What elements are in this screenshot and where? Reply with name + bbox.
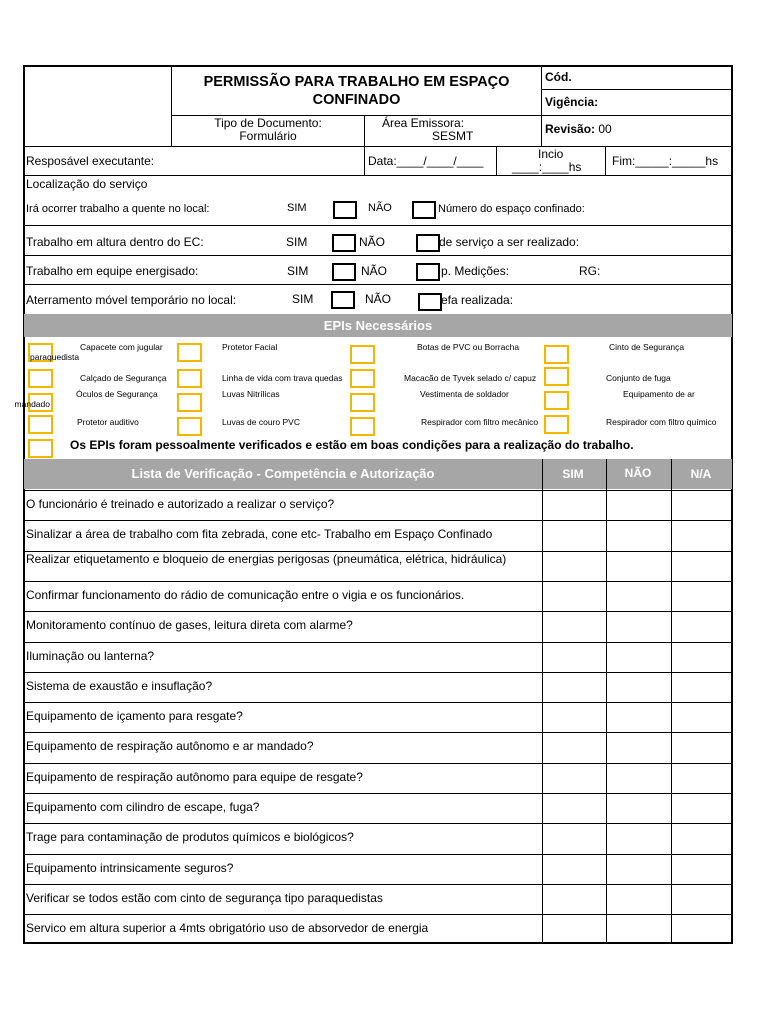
checklist-nao-cell[interactable] xyxy=(606,520,671,551)
tipo-value: Formulário xyxy=(239,129,297,143)
epi-label: Luvas de couro PVC xyxy=(222,417,300,427)
question-label: Trabalho em equipe energisado: xyxy=(26,264,199,278)
checklist-sim-cell[interactable] xyxy=(542,672,606,702)
epi-label: Respirador com filtro mecânico xyxy=(421,417,539,427)
checklist-sim-cell[interactable] xyxy=(542,642,606,672)
checklist-item: Sinalizar a área de trabalho com fita zebrada, cone etc- Trabalho em Espaço Confinado xyxy=(26,527,493,541)
checklist-sim-cell[interactable] xyxy=(542,490,606,520)
divider xyxy=(364,115,365,146)
checklist-na-cell[interactable] xyxy=(671,672,733,702)
divider xyxy=(23,225,733,226)
divider xyxy=(23,175,733,176)
checklist-heading: Lista de Verificação - Competência e Autorização xyxy=(131,466,435,481)
divider xyxy=(605,146,606,175)
checklist-sim-cell[interactable] xyxy=(542,520,606,551)
checklist-nao-cell[interactable] xyxy=(606,914,671,945)
inicio-field[interactable]: ____:____hs xyxy=(512,160,582,174)
checklist-sim-cell[interactable] xyxy=(542,854,606,884)
nao-label: NÃO xyxy=(359,235,386,249)
sim-checkbox[interactable] xyxy=(333,201,357,219)
epi-checkbox[interactable] xyxy=(28,415,53,434)
sim-label: SIM xyxy=(287,264,309,278)
checklist-nao-cell[interactable] xyxy=(606,793,671,823)
epi-checkbox[interactable] xyxy=(350,345,375,364)
checklist-nao-cell[interactable] xyxy=(606,581,671,611)
checklist-item: Equipamento intrinsicamente seguros? xyxy=(26,861,234,875)
localizacao-label: Localização do serviço xyxy=(26,177,148,191)
nao-checkbox[interactable] xyxy=(418,293,442,311)
epi-label: Calçado de Segurança xyxy=(80,373,167,383)
checklist-nao-cell[interactable] xyxy=(606,884,671,914)
responsavel-label: Resposável executante: xyxy=(26,154,155,168)
checklist-nao-cell[interactable] xyxy=(606,642,671,672)
checklist-sim-cell[interactable] xyxy=(542,823,606,854)
epi-checkbox[interactable] xyxy=(177,369,202,388)
epi-label: Óculos de Segurança xyxy=(76,389,158,399)
column-divider xyxy=(542,459,543,944)
divider xyxy=(541,66,542,146)
epi-label-clipped: mandado xyxy=(14,399,50,409)
area-value: SESMT xyxy=(432,129,474,143)
checklist-sim-cell[interactable] xyxy=(542,611,606,642)
checklist-na-cell[interactable] xyxy=(671,914,733,945)
inicio-label: Incio xyxy=(538,147,564,161)
divider xyxy=(23,146,733,147)
checklist-na-cell[interactable] xyxy=(671,520,733,551)
column-divider xyxy=(606,459,607,944)
epi-label: Equipamento de ar xyxy=(623,389,695,399)
checklist-na-cell[interactable] xyxy=(671,490,733,520)
checklist-nao-cell[interactable] xyxy=(606,763,671,793)
epi-label: Macacão de Tyvek selado c/ capuz xyxy=(404,373,537,383)
epi-checkbox[interactable] xyxy=(350,393,375,412)
fim-field[interactable]: Fim:_____:_____hs xyxy=(612,154,719,168)
sim-label: SIM xyxy=(286,235,308,249)
cod-label: Cód. xyxy=(545,70,572,84)
checklist-na-cell[interactable] xyxy=(671,732,733,763)
checklist-na-cell[interactable] xyxy=(671,642,733,672)
epi-checkbox[interactable] xyxy=(544,367,569,386)
checklist-na-cell[interactable] xyxy=(671,551,733,581)
nao-label: NÃO xyxy=(361,264,388,278)
checklist-sim-cell[interactable] xyxy=(542,702,606,732)
checklist-nao-cell[interactable] xyxy=(606,854,671,884)
epi-label: Conjunto de fuga xyxy=(606,373,671,383)
epi-checkbox[interactable] xyxy=(544,415,569,434)
checklist-item: Trage para contaminação de produtos químicos e biológicos? xyxy=(26,830,354,844)
checklist-sim-cell[interactable] xyxy=(542,732,606,763)
nao-checkbox[interactable] xyxy=(412,201,436,219)
checklist-sim-cell[interactable] xyxy=(542,551,606,581)
question-label: Aterramento móvel temporário no local: xyxy=(26,293,237,307)
epi-checkbox[interactable] xyxy=(350,417,375,436)
vigencia-label: Vigência: xyxy=(545,95,599,109)
page-title: PERMISSÃO PARA TRABALHO EM ESPAÇO CONFINADO xyxy=(203,74,510,108)
checklist-sim-cell[interactable] xyxy=(542,884,606,914)
checklist-na-cell[interactable] xyxy=(671,702,733,732)
checklist-item: Verificar se todos estão com cinto de segurança tipo paraquedistas xyxy=(26,891,383,905)
checklist-na-cell[interactable] xyxy=(671,581,733,611)
divider xyxy=(364,146,365,175)
checklist-item: Equipamento de respiração autônomo para equipe de resgate? xyxy=(26,770,363,784)
sim-checkbox[interactable] xyxy=(332,234,356,252)
checklist-nao-cell[interactable] xyxy=(606,732,671,763)
tarefa-label: efa realizada: xyxy=(441,293,514,307)
divider xyxy=(23,284,733,285)
tipo-servico-label: de serviço a ser realizado: xyxy=(439,235,580,249)
checklist-sim-cell[interactable] xyxy=(542,793,606,823)
revisao-label: Revisão: xyxy=(545,122,596,136)
epi-label: Luvas Nitrílicas xyxy=(222,389,280,399)
checklist-item: Realizar etiquetamento e bloqueio de energias perigosas (pneumática, elétrica, hidráulica) xyxy=(26,552,507,566)
epi-label: Botas de PVC ou Borracha xyxy=(417,342,520,352)
sim-label: SIM xyxy=(287,202,307,214)
epi-verified-checkbox[interactable] xyxy=(28,439,53,458)
checklist-nao-cell[interactable] xyxy=(606,490,671,520)
nao-checkbox[interactable] xyxy=(416,234,440,252)
revisao-field xyxy=(545,122,612,136)
checklist-nao-cell[interactable] xyxy=(606,823,671,854)
tipo-label: Tipo de Documento: xyxy=(214,116,322,130)
checklist-nao-cell[interactable] xyxy=(606,611,671,642)
medicoes-label: p. Medições: xyxy=(441,264,510,278)
checklist-sim-cell[interactable] xyxy=(542,914,606,945)
rg-label: RG: xyxy=(579,264,601,278)
epi-checkbox[interactable] xyxy=(177,343,202,362)
divider xyxy=(496,146,497,175)
checklist-item: Equipamento de içamento para resgate? xyxy=(26,709,243,723)
epi-checkbox[interactable] xyxy=(544,345,569,364)
checklist-na-cell[interactable] xyxy=(671,611,733,642)
question-label: Irá ocorrer trabalho a quente no local: xyxy=(26,203,210,215)
checklist-sim-cell[interactable] xyxy=(542,763,606,793)
epi-label: Linha de vida com trava quedas xyxy=(222,373,343,383)
epi-label: Capacete com jugular xyxy=(80,342,163,352)
area-emissora xyxy=(382,117,473,143)
nao-label: NÃO xyxy=(368,202,392,214)
epi-statement: Os EPIs foram pessoalmente verificados e estão em boas condições para a realização do trabalho. xyxy=(70,438,634,452)
data-field[interactable]: Data:____/____/____ xyxy=(368,154,484,168)
question-label: Trabalho em altura dentro do EC: xyxy=(26,235,204,249)
epi-label: Respirador com filtro químico xyxy=(606,417,717,427)
epi-label-clipped: paraquedista xyxy=(30,352,80,362)
numero-espaco-label: Número do espaço confinado: xyxy=(438,203,585,215)
epi-checkbox[interactable] xyxy=(350,369,375,388)
column-divider xyxy=(671,459,672,944)
nao-checkbox[interactable] xyxy=(416,263,440,281)
checklist-nao-cell[interactable] xyxy=(606,672,671,702)
area-label: Área Emissora: xyxy=(382,116,465,130)
col-sim: SIM xyxy=(562,467,584,481)
nao-label: NÃO xyxy=(365,292,392,306)
checklist-nao-cell[interactable] xyxy=(606,551,671,581)
checklist-item: Equipamento com cilindro de escape, fuga? xyxy=(26,800,260,814)
checklist-sim-cell[interactable] xyxy=(542,581,606,611)
col-na: N/A xyxy=(690,467,712,481)
checklist-item: Monitoramento contínuo de gases, leitura direta com alarme? xyxy=(26,618,353,632)
epis-heading: EPIs Necessários xyxy=(24,314,732,337)
divider xyxy=(23,255,733,256)
sim-checkbox[interactable] xyxy=(331,291,355,309)
checklist-na-cell[interactable] xyxy=(671,793,733,823)
checklist-nao-cell[interactable] xyxy=(606,702,671,732)
checklist-item: Equipamento de respiração autônomo e ar mandado? xyxy=(26,739,314,753)
epi-checkbox[interactable] xyxy=(177,393,202,412)
epi-label: Protetor auditivo xyxy=(77,417,139,427)
epi-label: Protetor Facial xyxy=(222,342,278,352)
checklist-item: O funcionário é treinado e autorizado a realizar o serviço? xyxy=(26,497,335,511)
tipo-documento xyxy=(172,117,364,143)
checklist-na-cell[interactable] xyxy=(671,763,733,793)
epi-label: Vestimenta de soldador xyxy=(420,389,509,399)
col-nao: NÃO xyxy=(624,466,652,480)
checklist-na-cell[interactable] xyxy=(671,884,733,914)
checklist-item: Confirmar funcionamento do rádio de comunicação entre o vigia e os funcionários. xyxy=(26,588,465,602)
revisao-value: 00 xyxy=(598,122,612,136)
checklist-item: Sistema de exaustão e insuflação? xyxy=(26,679,213,693)
sim-label: SIM xyxy=(292,292,314,306)
checklist-band xyxy=(24,459,732,489)
divider xyxy=(541,89,732,90)
checklist-item: Iluminação ou lanterna? xyxy=(26,649,155,663)
epi-checkbox[interactable] xyxy=(544,391,569,410)
epi-checkbox[interactable] xyxy=(177,417,202,436)
checklist-item: Servico em altura superior a 4mts obrigatório uso de absorvedor de energia xyxy=(26,921,429,935)
checklist-na-cell[interactable] xyxy=(671,854,733,884)
checklist-na-cell[interactable] xyxy=(671,823,733,854)
epi-label: Cinto de Segurança xyxy=(609,342,685,352)
epi-checkbox[interactable] xyxy=(28,369,53,388)
sim-checkbox[interactable] xyxy=(332,263,356,281)
